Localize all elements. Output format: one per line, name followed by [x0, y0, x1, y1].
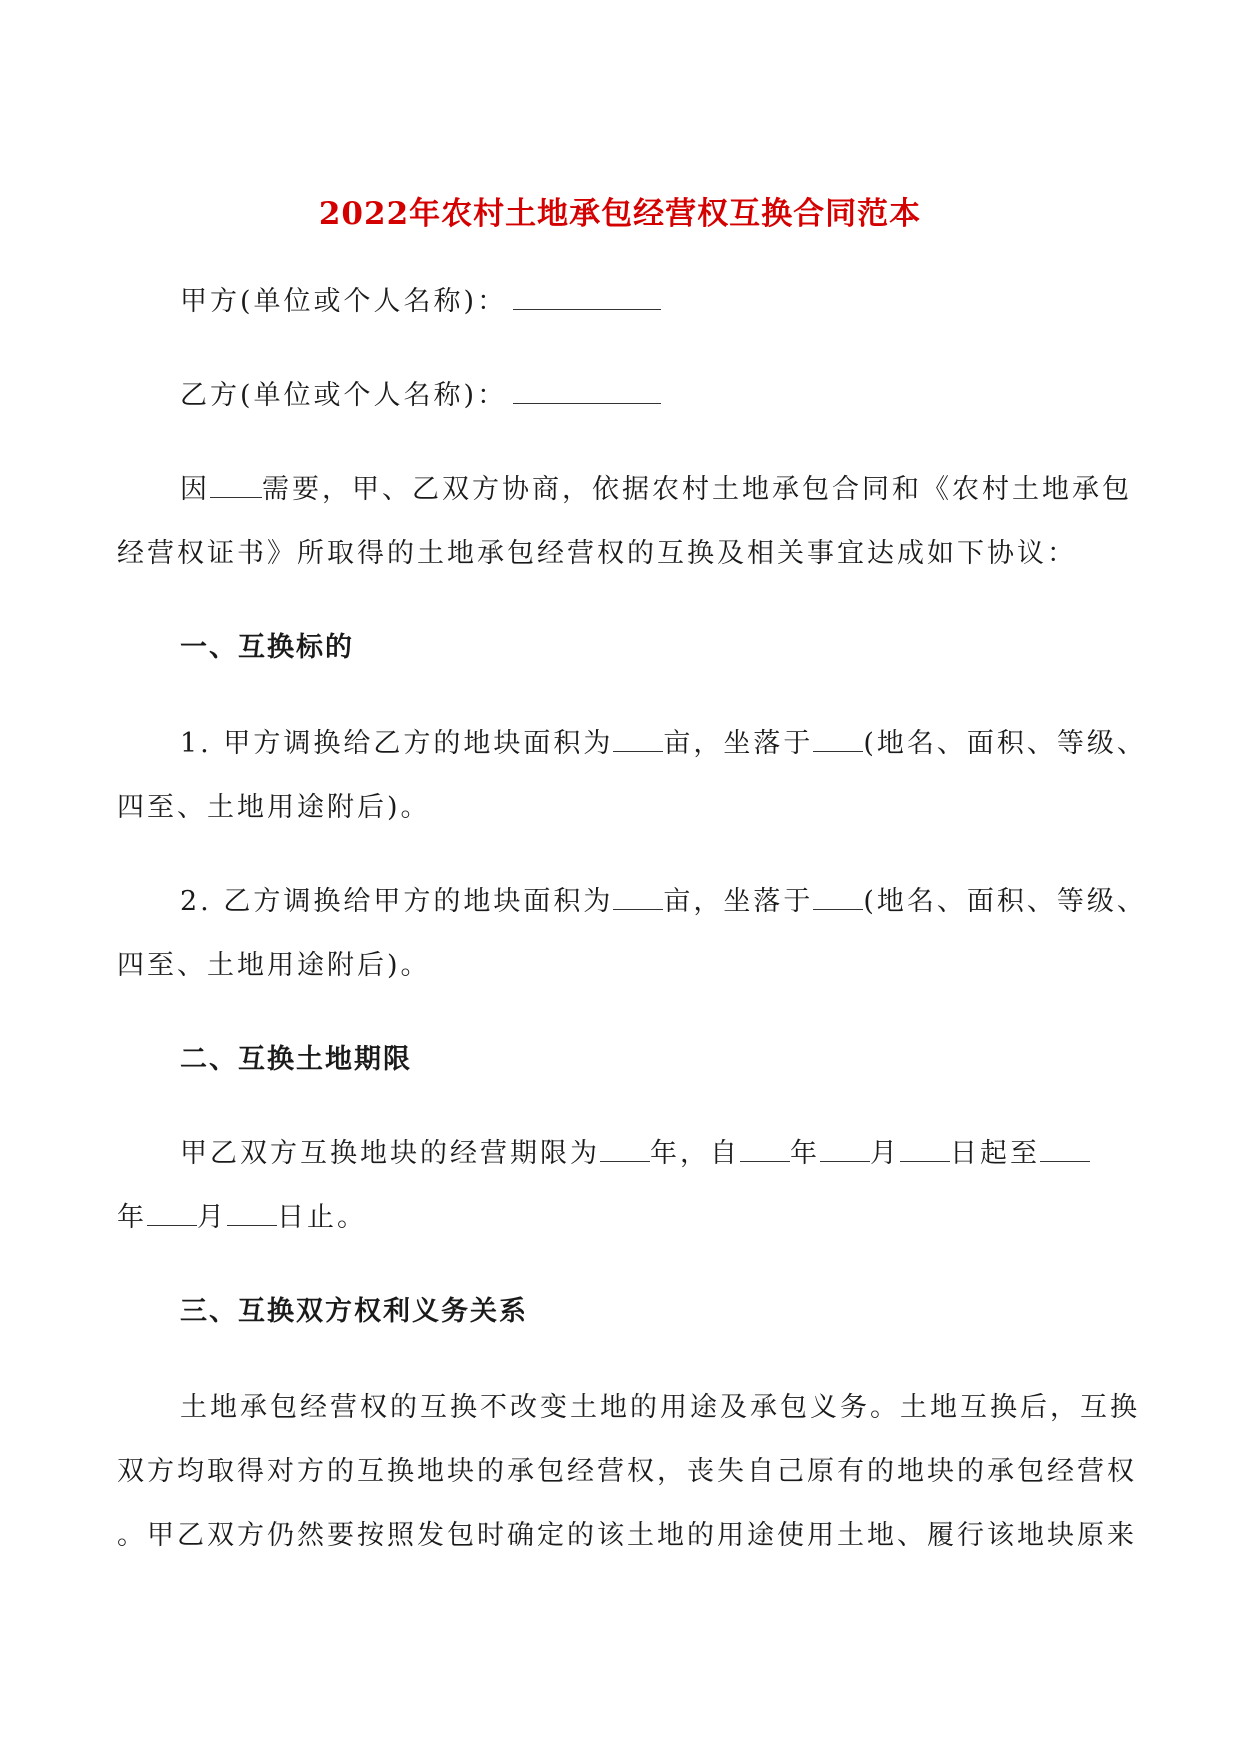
start-month-blank[interactable]: [820, 1137, 870, 1162]
term-line-1: [180, 1136, 1127, 1172]
area-blank[interactable]: [613, 885, 663, 910]
start-day-blank[interactable]: [900, 1137, 950, 1162]
term-line-2: [117, 1200, 1127, 1236]
item-2-line-2: 四至、土地用途附后)。: [117, 950, 431, 981]
rights-line-3: 。甲乙双方仍然要按照发包时确定的该土地的用途使用土地、履行该地块原来: [117, 1520, 1137, 1551]
location-blank[interactable]: [813, 727, 863, 752]
intro-line-1: [180, 472, 1132, 508]
location-blank[interactable]: [813, 885, 863, 910]
item-1-line-1: [180, 726, 1147, 762]
party-a-blank[interactable]: [513, 285, 661, 310]
item-1-line-2: 四至、土地用途附后)。: [117, 792, 431, 823]
end-day-blank[interactable]: [227, 1201, 277, 1226]
section-heading: 一、互换标的: [180, 632, 354, 663]
party-a-line: [180, 284, 1127, 320]
item-2-line-1: [180, 884, 1147, 920]
intro-text: 因: [180, 474, 210, 505]
term-text: 月: [870, 1138, 900, 1169]
start-year-blank[interactable]: [740, 1137, 790, 1162]
party-b-blank[interactable]: [513, 379, 661, 404]
term-text: 年: [790, 1138, 820, 1169]
area-blank[interactable]: [613, 727, 663, 752]
intro-reason-blank[interactable]: [210, 473, 262, 498]
intro-text: 需要，甲、乙双方协商，依据农村土地承包合同和《农村土地承包: [262, 474, 1132, 505]
item-text: 亩，坐落于: [663, 728, 814, 759]
item-text: 2. 乙方调换给甲方的地块面积为: [180, 886, 614, 917]
rights-line-2: 双方均取得对方的互换地块的承包经营权，丧失自己原有的地块的承包经营权: [117, 1456, 1137, 1487]
party-b-line: [180, 378, 1127, 414]
party-b-label: 乙方(单位或个人名称)：: [180, 380, 508, 411]
item-text: (地名、面积、等级、: [863, 728, 1147, 759]
years-blank[interactable]: [600, 1137, 650, 1162]
document-title: 2022年农村土地承包经营权互换合同范本: [318, 196, 922, 232]
party-a-label: 甲方(单位或个人名称)：: [180, 286, 508, 317]
section-heading: 二、互换土地期限: [180, 1044, 412, 1075]
rights-line-1: 土地承包经营权的互换不改变土地的用途及承包义务。土地互换后，互换: [180, 1392, 1140, 1423]
item-text: 亩，坐落于: [663, 886, 814, 917]
term-text: 年，自: [650, 1138, 740, 1169]
end-year-blank[interactable]: [1040, 1137, 1090, 1162]
item-text: 1. 甲方调换给乙方的地块面积为: [180, 728, 614, 759]
section-heading: 三、互换双方权利义务关系: [180, 1296, 528, 1327]
term-text: 年: [117, 1202, 147, 1233]
term-text: 日起至: [950, 1138, 1040, 1169]
term-text: 甲乙双方互换地块的经营期限为: [180, 1138, 600, 1169]
item-text: (地名、面积、等级、: [863, 886, 1147, 917]
term-text: 日止。: [277, 1202, 367, 1233]
end-month-blank[interactable]: [147, 1201, 197, 1226]
term-text: 月: [197, 1202, 227, 1233]
intro-line-2: 经营权证书》所取得的土地承包经营权的互换及相关事宜达成如下协议：: [117, 538, 1077, 569]
